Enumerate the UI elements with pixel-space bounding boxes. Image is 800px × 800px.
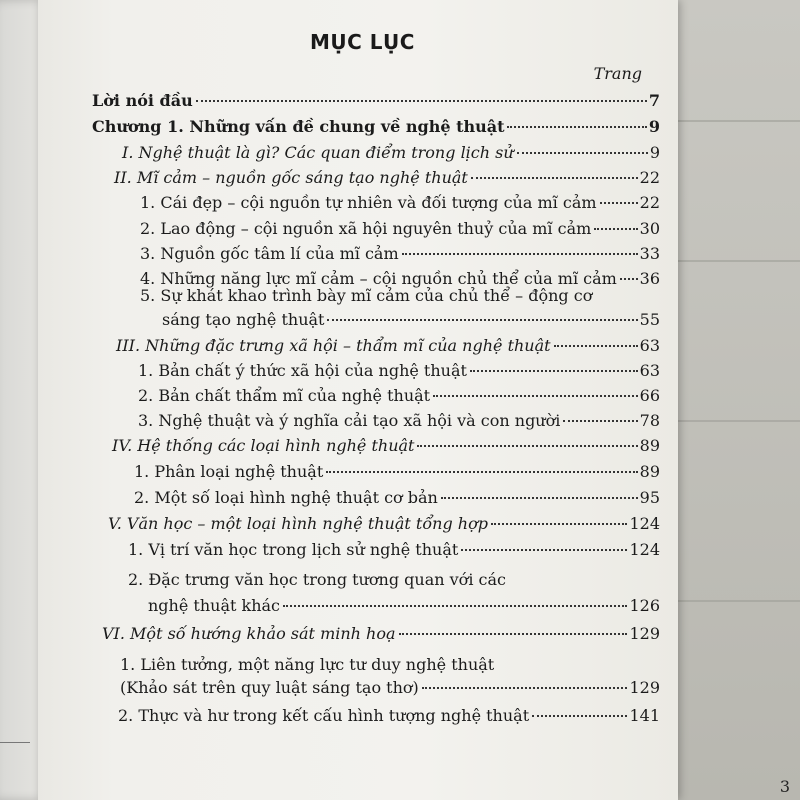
page-number: 3 [779, 777, 790, 796]
toc-entry-V-1: 1. Vị trí văn học trong lịch sử nghệ thuật 124 [128, 540, 660, 559]
toc-entry-III-2: 2. Bản chất thẩm mĩ của nghệ thuật 66 [138, 386, 660, 405]
toc-entry-VI-1-line1: 1. Liên tưởng, một năng lực tư duy nghệ thuật [120, 655, 495, 674]
toc-entry-III-3: 3. Nghệ thuật và ý nghĩa cải tạo xã hội và con người 78 [138, 411, 660, 430]
toc-list [38, 0, 678, 800]
toc-entry-II-5-line1: 5. Sự khát khao trình bày mĩ cảm của chủ thể – động cơ [140, 286, 593, 305]
toc-entry-section-V: V. Văn học – một loại hình nghệ thuật tổng hợp 124 [108, 514, 660, 533]
toc-entry-VI-1: (Khảo sát trên quy luật sáng tạo thơ) 129 [120, 678, 660, 697]
toc-entry-II-4: 4. Những năng lực mĩ cảm – cội nguồn chủ thể của mĩ cảm 36 [140, 269, 660, 288]
toc-entry-section-IV: IV. Hệ thống các loại hình nghệ thuật 89 [112, 436, 660, 455]
toc-entry-VI-2: 2. Thực và hư trong kết cấu hình tượng nghệ thuật 141 [118, 706, 660, 725]
toc-entry-II-3: 3. Nguồn gốc tâm lí của mĩ cảm 33 [140, 244, 660, 263]
toc-entry-V-2: nghệ thuật khác 126 [148, 596, 660, 615]
toc-entry-II-2: 2. Lao động – cội nguồn xã hội nguyên thuỷ của mĩ cảm 30 [140, 219, 660, 238]
toc-entry-section-II: II. Mĩ cảm – nguồn gốc sáng tạo nghệ thuật 22 [114, 168, 660, 187]
stacked-pages [670, 0, 800, 800]
toc-entry-chapter-1: Chương 1. Những vấn đề chung về nghệ thuật 9 [92, 117, 660, 136]
toc-entry-section-VI: VI. Một số hướng khảo sát minh hoạ 129 [102, 624, 660, 643]
page-title: MỤC LỤC [310, 30, 415, 54]
toc-entry-section-I: I. Nghệ thuật là gì? Các quan điểm trong lịch sử 9 [122, 143, 660, 162]
toc-entry-section-III: III. Những đặc trưng xã hội – thẩm mĩ của nghệ thuật 63 [116, 336, 660, 355]
toc-entry-IV-2: 2. Một số loại hình nghệ thuật cơ bản 95 [134, 488, 660, 507]
toc-entry-II-5: sáng tạo nghệ thuật 55 [162, 310, 660, 329]
toc-entry-II-1: 1. Cái đẹp – cội nguồn tự nhiên và đối tượng của mĩ cảm 22 [140, 193, 660, 212]
toc-entry-III-1: 1. Bản chất ý thức xã hội của nghệ thuật 63 [138, 361, 660, 380]
toc-entry-preface: Lời nói đầu 7 [92, 91, 660, 110]
toc-page [38, 0, 678, 800]
toc-entry-IV-1: 1. Phân loại nghệ thuật 89 [134, 462, 660, 481]
toc-entry-V-2-line1: 2. Đặc trưng văn học trong tương quan với các [128, 570, 506, 589]
page-column-header: Trang [593, 64, 642, 83]
